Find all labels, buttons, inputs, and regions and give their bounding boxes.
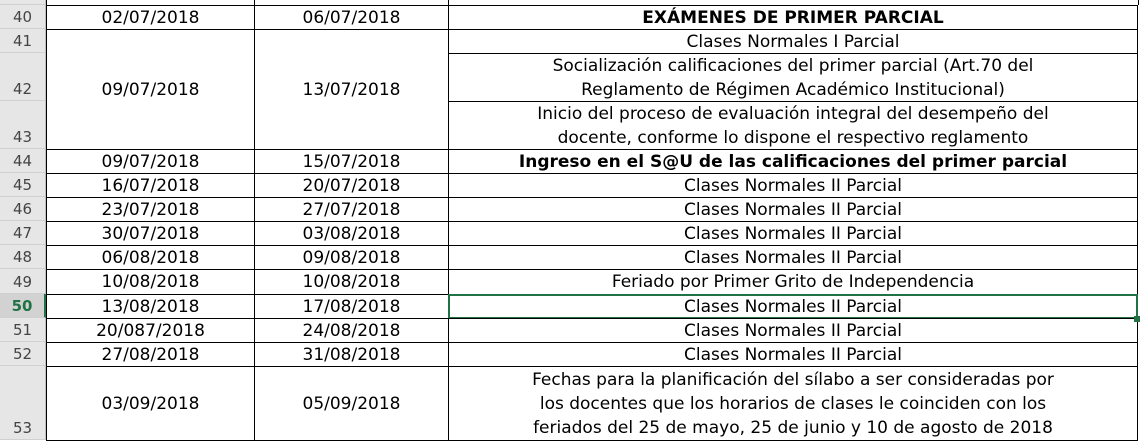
cell-fecha-fin[interactable]: 27/07/2018 [254,197,449,222]
row-header[interactable]: 40 [0,5,46,29]
cell-fecha-inicio[interactable]: 27/08/2018 [46,342,255,367]
cell-actividad[interactable]: Clases Normales II Parcial [448,197,1138,222]
cell-actividad[interactable]: Clases Normales II Parcial [448,294,1138,319]
cell-fecha-inicio[interactable]: 20/087/2018 [46,318,255,343]
cell-actividad[interactable]: Clases Normales II Parcial [448,318,1138,343]
row-header[interactable]: 47 [0,221,46,245]
grid-line [1138,0,1139,5]
row-header[interactable]: 49 [0,269,46,294]
cell-fecha-inicio[interactable]: 23/07/2018 [46,197,255,222]
cell-fecha-fin[interactable]: 10/08/2018 [254,269,449,295]
cell-fecha-fin[interactable]: 15/07/2018 [254,149,449,174]
cell-fecha-inicio[interactable]: 09/07/2018 [46,149,255,174]
cell-actividad[interactable]: Clases Normales II Parcial [448,173,1138,198]
cell-fecha-inicio[interactable]: 16/07/2018 [46,173,255,198]
cell-actividad[interactable]: Socialización calificaciones del primer parcial (Art.70 del Reglamento de Régimen Académico Institucional) [448,53,1138,102]
cell-fecha-fin[interactable]: 17/08/2018 [254,294,449,319]
cell-actividad[interactable]: Feriado por Primer Grito de Independencia [448,269,1138,295]
cell-fecha-inicio[interactable]: 06/08/2018 [46,245,255,270]
cell-fecha-fin[interactable]: 05/09/2018 [254,366,449,441]
cell-fecha-fin[interactable]: 09/08/2018 [254,245,449,270]
row-header[interactable]: 53 [0,366,46,440]
cell-actividad[interactable]: Clases Normales II Parcial [448,245,1138,270]
row-header[interactable]: 44 [0,149,46,173]
cell-fecha-inicio[interactable]: 13/08/2018 [46,294,255,319]
cell-fecha-fin[interactable]: 13/07/2018 [254,29,449,150]
row-header[interactable]: 46 [0,197,46,221]
cell-actividad[interactable]: Clases Normales I Parcial [448,29,1138,54]
cell-actividad[interactable]: Clases Normales II Parcial [448,221,1138,246]
row-header[interactable]: 42 [0,53,46,101]
row-header[interactable]: 50 [0,294,46,318]
cell-actividad[interactable]: EXÁMENES DE PRIMER PARCIAL [448,5,1138,30]
cell-actividad[interactable]: Inicio del proceso de evaluación integral del desempeño del docente, conforme lo dispone el respectivo reglamento [448,101,1138,150]
row-header[interactable]: 43 [0,101,46,149]
cell-fecha-inicio[interactable]: 02/07/2018 [46,5,255,30]
cell-fecha-inicio[interactable]: 10/08/2018 [46,269,255,295]
cell-fecha-inicio[interactable]: 03/09/2018 [46,366,255,441]
row-header[interactable]: 51 [0,318,46,342]
row-header[interactable]: 48 [0,245,46,269]
cell-fecha-fin[interactable]: 24/08/2018 [254,318,449,343]
cell-actividad[interactable]: Clases Normales II Parcial [448,342,1138,367]
fill-handle[interactable] [1134,316,1140,322]
cell-fecha-fin[interactable]: 20/07/2018 [254,173,449,198]
cell-actividad[interactable]: Fechas para la planificación del sílabo a ser consideradas por los docentes que los horarios de clases le coinciden con los feriados del 25 de mayo, 25 de junio y 10 de agosto de 2018 [448,366,1138,441]
cell-actividad[interactable]: Ingreso en el S@U de las calificaciones del primer parcial [448,149,1138,174]
cell-fecha-inicio[interactable]: 30/07/2018 [46,221,255,246]
cell-fecha-fin[interactable]: 03/08/2018 [254,221,449,246]
row-header[interactable]: 45 [0,173,46,197]
cell-fecha-inicio[interactable]: 09/07/2018 [46,29,255,150]
cell-fecha-fin[interactable]: 31/08/2018 [254,342,449,367]
row-header[interactable]: 41 [0,29,46,53]
row-header[interactable]: 52 [0,342,46,366]
cell-fecha-fin[interactable]: 06/07/2018 [254,5,449,30]
